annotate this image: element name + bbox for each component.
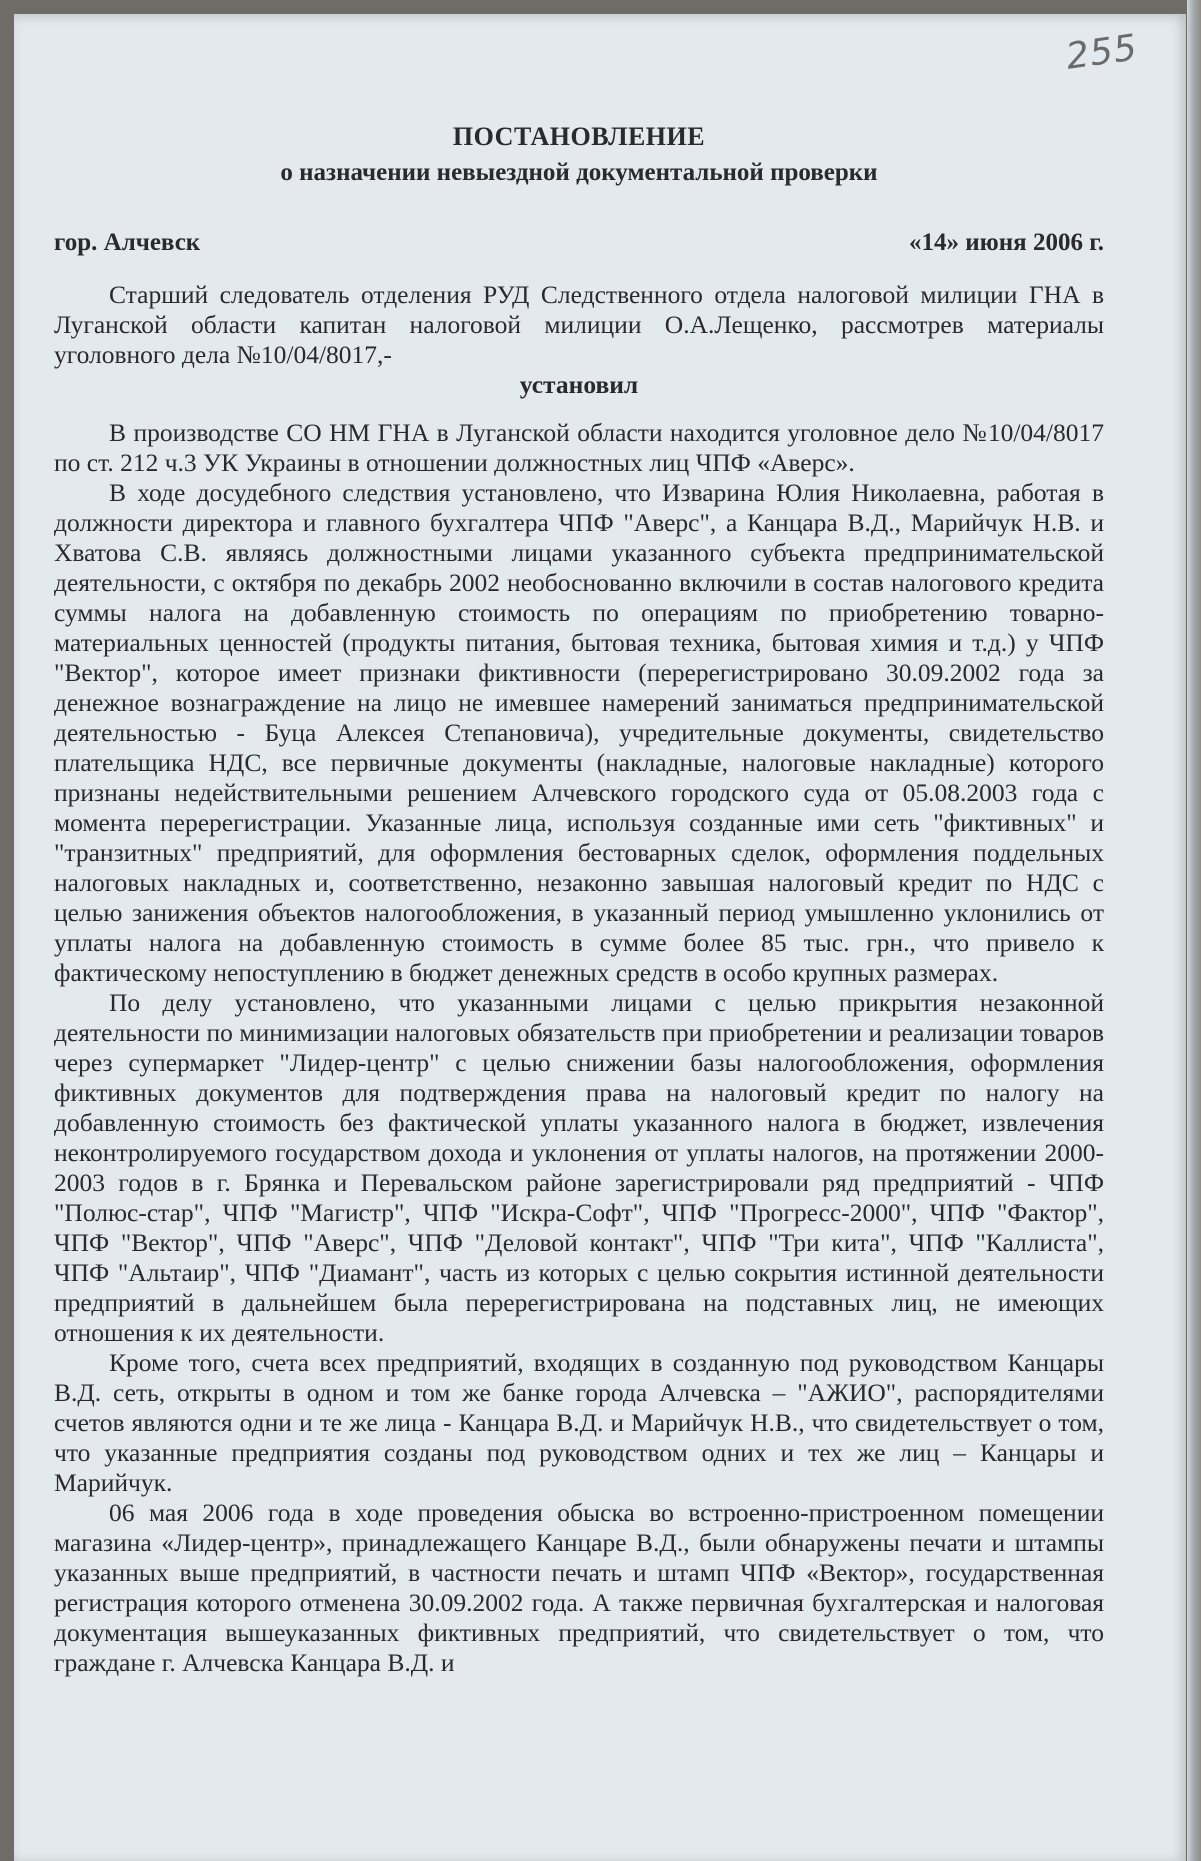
paragraph-1: В производстве СО НМ ГНА в Луганской области находится уголовное дело №10/04/8017 по ст. 212 ч.3 УК Украины в отношении должностных лиц ЧПФ «Аверс».	[54, 418, 1104, 477]
paragraph-5: 06 мая 2006 года в ходе проведения обыска во встроенно-пристроенном помещении магазина «Лидер-центр», принадлежащего Канцаре В.Д., были обнаружены печати и штампы указанных выше предприятий, в частности печать и штамп ЧПФ «Вектор», государственная регистрация которого отменена 30.09.2002 года. А также первичная бухгалтерская и налоговая документация вышеуказанных фиктивных предприятий, что свидетельствует о том, что граждане г. Алчевска Канцара В.Д. и	[54, 1498, 1104, 1677]
date: «14» июня 2006 г.	[909, 229, 1104, 256]
paragraph-4: Кроме того, счета всех предприятий, входящих в созданную под руководством Канцары В.Д. сеть, открыты в одном и том же банке города Алчевска – "АЖИО", распорядителями счетов являются одни и те же лица - Канцара В.Д. и Марийчук Н.В., что свидетельствует о том, что указанные предприятия созданы под руководством одних и тех же лиц – Канцары и Марийчук.	[54, 1348, 1104, 1497]
intro-paragraph: Старший следователь отделения РУД Следственного отдела налоговой милиции ГНА в Луганской области капитан налоговой милиции О.А.Лещенко, рассмотрев материалы уголовного дела №10/04/8017,-	[54, 280, 1104, 369]
document-subtitle: о назначении невыездной документальной проверки	[280, 159, 878, 186]
paragraph-3: По делу установлено, что указанными лицами с целью прикрытия незаконной деятельности по минимизации налоговых обязательств при приобретении и реализации товаров через супермаркет "Лидер-центр" с целью снижении базы налогообложения, оформления фиктивных документов для подтверждения права на налоговый кредит по налогу на добавленную стоимость без фактической уплаты указанного налога в бюджет, извлечения неконтролируемого государством дохода и уклонения от уплаты налогов, на протяжении 2000-2003 годов в г. Брянка и Перевальском районе зарегистрировали ряд предприятий - ЧПФ "Полюс-стар", ЧПФ "Магистр", ЧПФ "Искра-Софт", ЧПФ "Прогресс-2000", ЧПФ "Фактор", ЧПФ "Вектор", ЧПФ "Аверс", ЧПФ "Деловой контакт", ЧПФ "Три кита", ЧПФ "Каллиста", ЧПФ "Альтаир", ЧПФ "Диамант", часть из которых с целью сокрытия истинной деятельности предприятий в дальнейшем была перерегистрирована на подставных лиц, не имеющих отношения к их деятельности.	[54, 988, 1104, 1347]
paragraph-2: В ходе досудебного следствия установлено, что Изварина Юлия Николаевна, работая в должности директора и главного бухгалтера ЧПФ "Аверс", а Канцара В.Д., Марийчук Н.В. и Хватова С.В. являясь должностными лицами указанного субъекта предпринимательской деятельности, с октября по декабрь 2002 необоснованно включили в состав налогового кредита суммы налога на добавленную стоимость по операциям по приобретению товарно-материальных ценностей (продукты питания, бытовая техника, бытовая химия и т.д.) у ЧПФ "Вектор", которое имеет признаки фиктивности (перерегистрировано 30.09.2002 года за денежное вознаграждение на лицо не имевшее намерений заниматься предпринимательской деятельностью - Буца Алексея Степановича), учредительные документы, свидетельство плательщика НДС, все первичные документы (накладные, налоговые накладные) которого признаны недействительными решением Алчевского городского суда от 05.08.2003 года с момента перерегистрации. Указанные лица, используя созданные ими сеть "фиктивных" и "транзитных" предприятий, для оформления бестоварных сделок, оформления поддельных налоговых накладных и, соответственно, незаконно завышая налоговый кредит по НДС с целью занижения объектов налогообложения, в указанный период умышленно уклонились от уплаты налога на добавленную стоимость в сумме более 85 тыс. грн., что привело к фактическому непоступлению в бюджет денежных средств в особо крупных размерах.	[54, 478, 1104, 987]
handwritten-page-number: 255	[1063, 27, 1141, 78]
document-body	[54, 122, 1104, 1678]
document-title: ПОСТАНОВЛЕНИЕ	[452, 122, 706, 151]
page-stack-edge	[1187, 0, 1201, 1861]
place-date-line	[54, 228, 1104, 258]
place: гор. Алчевск	[54, 229, 201, 256]
established-heading: установил	[519, 370, 639, 399]
document-page	[14, 14, 1186, 1861]
